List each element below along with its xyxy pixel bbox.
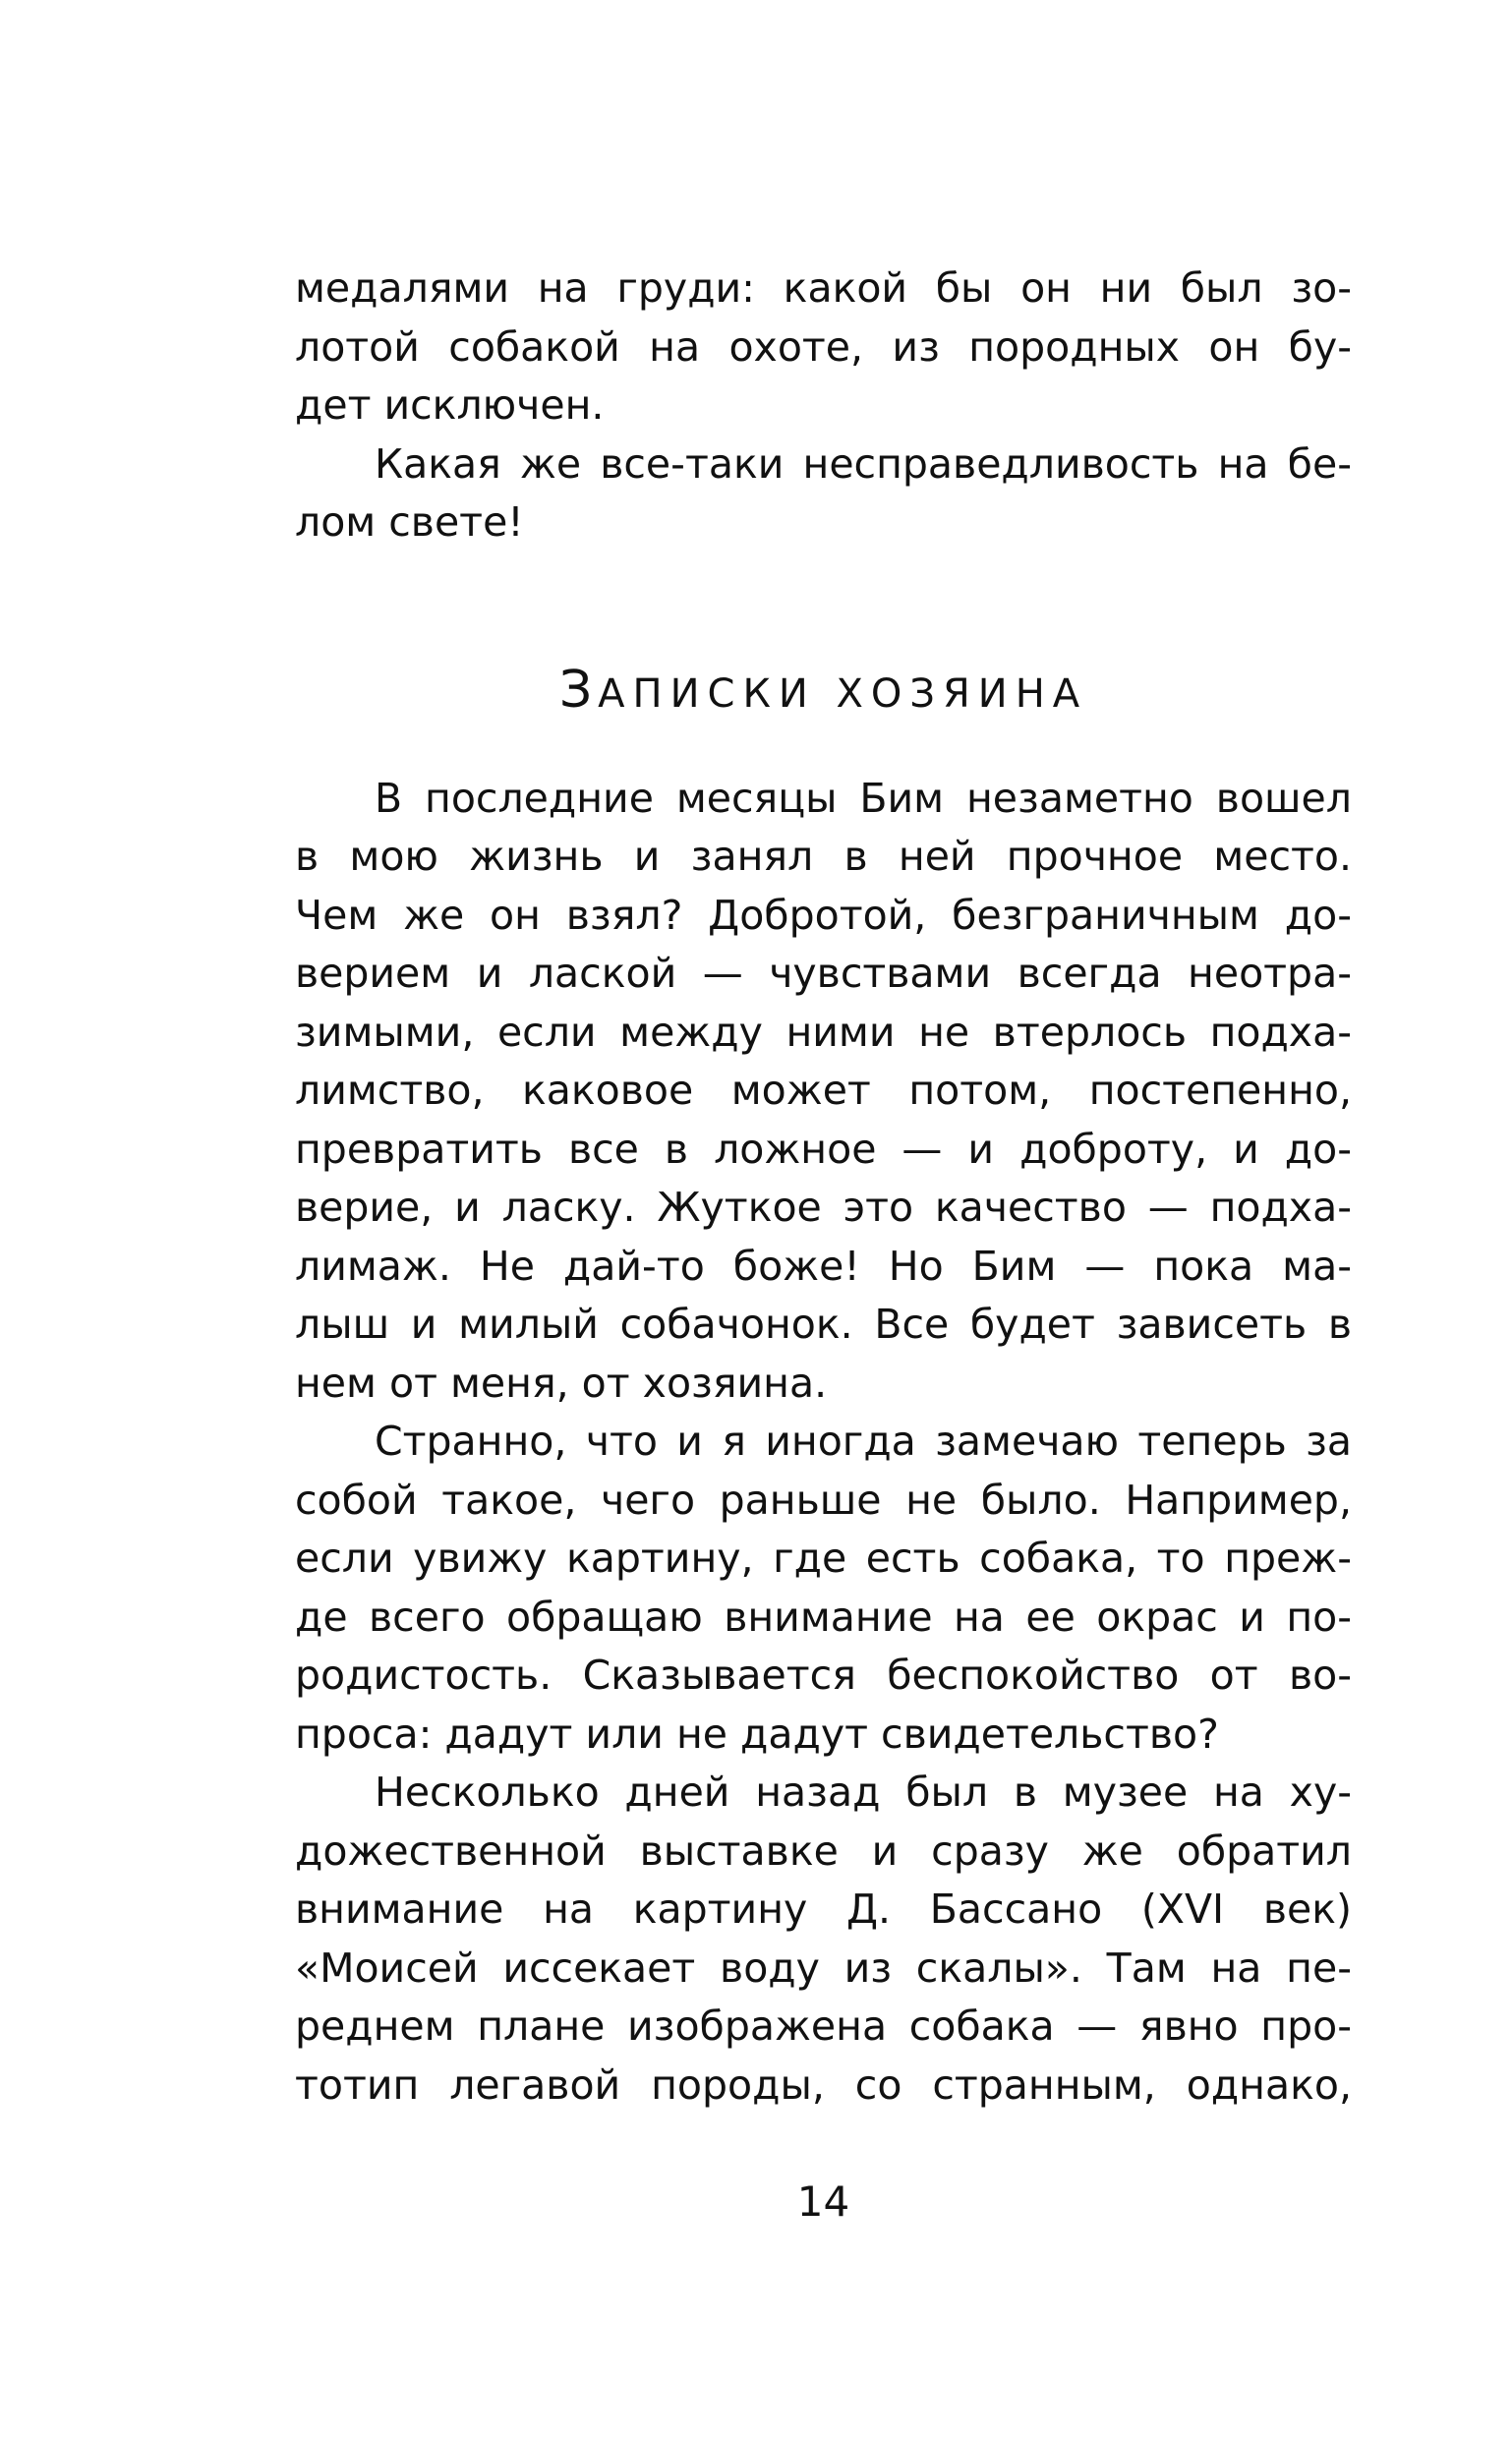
text-line: лотой собакой на охоте, из породных он бу- bbox=[295, 323, 1352, 371]
text-line: нем от меня, от хозяина. bbox=[295, 1360, 828, 1407]
page-number: 14 bbox=[796, 2177, 850, 2226]
text-line: «Моисей иссекает воду из скалы». Там на пе- bbox=[295, 1944, 1352, 1992]
text-line: лимаж. Не дай-то боже! Но Бим — пока ма- bbox=[295, 1243, 1352, 1290]
text-line: де всего обращаю внимание на ее окрас и по- bbox=[295, 1594, 1352, 1641]
text-line: лом свете! bbox=[295, 498, 524, 546]
text-line: медалями на груди: какой бы он ни был зо- bbox=[295, 264, 1352, 312]
text-line: превратить все в ложное — и доброту, и до- bbox=[295, 1126, 1352, 1173]
heading-rest: АПИСКИ ХОЗЯИНА bbox=[598, 671, 1088, 717]
text-line: дет исключен. bbox=[295, 381, 605, 429]
text-line: если увижу картину, где есть собака, то преж- bbox=[295, 1535, 1352, 1582]
chapter-heading bbox=[295, 651, 1352, 729]
text-line: Несколько дней назад был в музее на ху- bbox=[375, 1769, 1352, 1816]
text-line: Какая же все-таки несправедливость на бе- bbox=[375, 440, 1352, 488]
text-line: родистость. Сказывается беспокойство от во- bbox=[295, 1652, 1352, 1699]
text-line: реднем плане изображена собака — явно про- bbox=[295, 2002, 1352, 2050]
text-line: дожественной выставке и сразу же обратил bbox=[295, 1828, 1352, 1875]
heading-initial: З bbox=[558, 661, 599, 720]
text-line: тотип легавой породы, со странным, однако, bbox=[295, 2061, 1352, 2109]
text-line: проса: дадут или не дадут свидетельство? bbox=[295, 1711, 1219, 1758]
text-line: верием и лаской — чувствами всегда неотра- bbox=[295, 950, 1352, 997]
text-line: собой такое, чего раньше не было. Например, bbox=[295, 1477, 1352, 1524]
text-line: Странно, что и я иногда замечаю теперь за bbox=[375, 1418, 1352, 1465]
text-line: верие, и ласку. Жуткое это качество — подха- bbox=[295, 1184, 1352, 1231]
text-line: Чем же он взял? Добротой, безграничным до- bbox=[295, 892, 1352, 939]
text-line: В последние месяцы Бим незаметно вошел bbox=[375, 775, 1352, 822]
text-line: лимство, каковое может потом, постепенно, bbox=[295, 1067, 1352, 1114]
text-line: внимание на картину Д. Бассано (XVI век) bbox=[295, 1886, 1352, 1933]
text-line: зимыми, если между ними не втерлось подха- bbox=[295, 1009, 1352, 1056]
text-line: лыш и милый собачонок. Все будет зависеть в bbox=[295, 1301, 1352, 1348]
text-line: в мою жизнь и занял в ней прочное место. bbox=[295, 833, 1352, 880]
